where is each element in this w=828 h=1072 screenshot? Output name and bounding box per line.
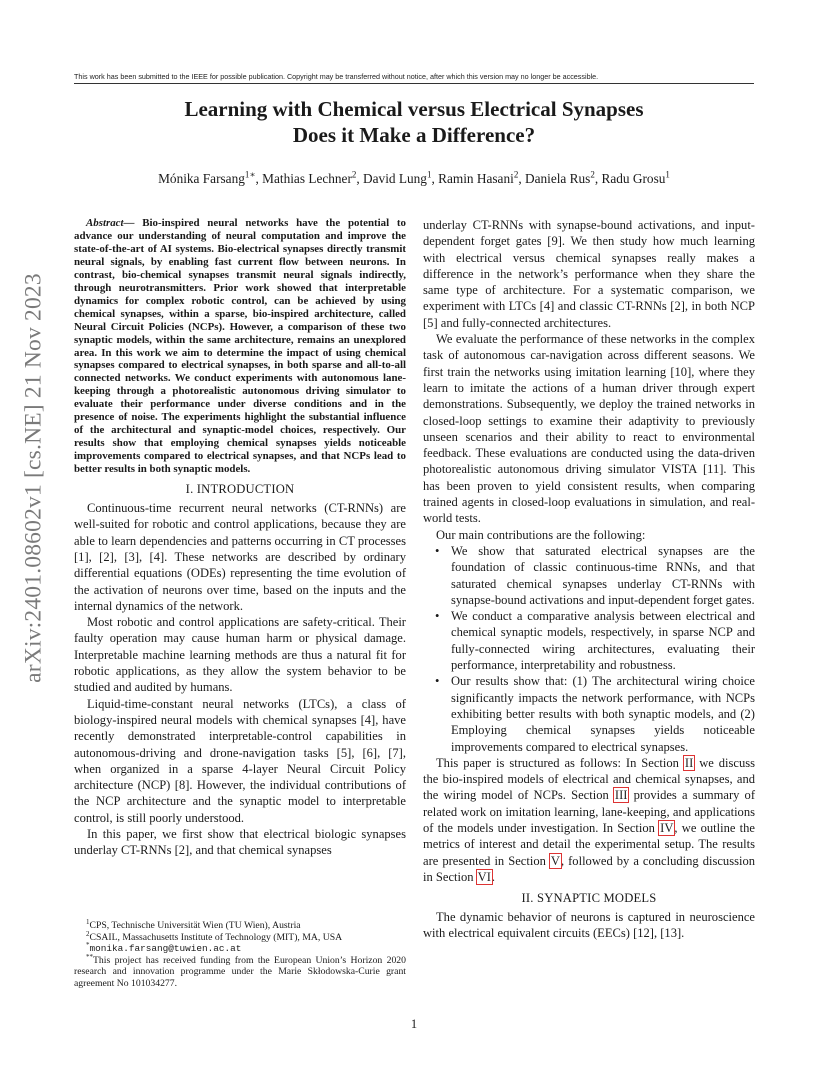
section-link-ii[interactable]: II xyxy=(684,755,694,770)
intro-paragraph: Continuous-time recurrent neural networks (CT-RNNs) are well-suited for robotic and control applications, because they are able to learn dependencies and patterns occurring in CT processes [1], [2], [3], [4]. These networks are described by ordinary differential equations (ODEs) representing the time evolution of the activation of neurons over time, based on the inputs and the internal dynamics of the network. xyxy=(74,501,406,613)
header-rule xyxy=(74,83,754,84)
text-run: , we outline the metrics of interest and detail the experimental setup. The results are presented in Section xyxy=(423,820,755,868)
section-link-iv[interactable]: IV xyxy=(660,820,674,835)
footnote-mark: 2 xyxy=(86,929,90,938)
list-item-text: Our results show that: (1) The architectural wiring choice significantly impacts the network performance, with NCPs exhibiting better results with both synaptic models, and (2) Employing chemical synapses yields noticeable improvements compared to electrical synapses. xyxy=(451,674,755,754)
author-affiliation: 1 xyxy=(426,169,432,180)
author-name: David Lung xyxy=(363,171,427,186)
footnote-text: This project has received funding from the European Union’s Horizon 2020 research and innovation programme under the Marie Skłodowska-Curie grant agreement No 101034277. xyxy=(74,954,406,989)
text-run: provides a summary of related work on imitation learning, lane-keeping, and applications of the models under investigation. In Section xyxy=(423,788,756,835)
arxiv-stamp xyxy=(14,273,54,683)
abstract-dash: — xyxy=(123,217,143,229)
intro-paragraph: Most robotic and control applications are safety-critical. Their faulty operation may cause human harm or physical damage. Interpretable machine learning methods are thus a natural fit for robotic applications, as they allow the system behavior to be studied and audited by humans. xyxy=(74,615,406,695)
intro-paragraph: Liquid-time-constant neural networks (LTCs), a class of biology-inspired neural models with chemical synapses [4], have recently demonstrated interpretable-control capabilities in autonomous-driving and drone-navigation tasks [5], [6], [7], when organized in a sparse 4-layer Neural Circuit Policy architecture (NCP) [8]. However, the individual contributions of the NCP architecture and the synaptic model to interpretable control, is still poorly understood. xyxy=(74,696,406,825)
footnote xyxy=(74,929,406,944)
title-line-2: Does it Make a Difference? xyxy=(292,123,536,147)
footnote-text: CSAIL, Massachusetts Institute of Technology (MIT), MA, USA xyxy=(89,931,343,943)
list-item xyxy=(435,543,755,608)
text-run: , followed by a concluding discussion in Section xyxy=(423,853,755,884)
footnote-text: CPS, Technische Universität Wien (TU Wien), Austria xyxy=(89,920,301,931)
author-name: Mathias Lechner xyxy=(262,171,352,186)
title-line-1: Learning with Chemical versus Electrical Synapses xyxy=(184,97,644,121)
contributions-intro: Our main contributions are the following: xyxy=(436,527,646,542)
abstract-text: Bio-inspired neural networks have the potential to advance our understanding of neural computation and improve the state-of-the-art of AI systems. Bio-electrical synapses directly transmit neural signals, by enabling fast current flow between neurons. In contrast, bio-chemical synapses transmit neural signals indirectly, through neurotransmitters. Prior work showed that interpretable dynamics for complex robotic control, can be achieved by using chemical synapses, within a sparse, bio-inspired architecture, called Neural Circuit Policies (NCPs). However, a comparison of these two synaptic models, within the same architecture, remains an unexplored area. In this work we aim to determine the impact of using chemical synapses compared to electrical synapses, in both sparse and all-to-all connected networks. We conduct experiments with autonomous lane-keeping through a photorealistic autonomous driving simulator to evaluate their performance under diverse conditions and in the presence of noise. The experiments highlight the substantial influence of the architectural and synaptic-model choices, respectively. Our results show that employing chemical synapses yields noticeable improvements compared to electrical synapses, and that NCPs lead to better results in both synaptic models. xyxy=(74,217,406,476)
list-item-text: We show that saturated electrical synapses are the foundation of classic continuous-time RNNs, and that saturated chemical synapses underlay CT-RNNs with synapse-bound activations and input-dependent forget gates. xyxy=(451,543,755,607)
footnote-mark: ** xyxy=(86,952,93,961)
footnote xyxy=(74,952,406,990)
right-column xyxy=(423,217,755,942)
abstract-label: Abstract xyxy=(86,217,124,229)
author-affiliation: 2 xyxy=(513,169,519,180)
arxiv-id-text: arXiv:2401.08602v1 [cs.NE] 21 Nov 2023 xyxy=(20,273,47,683)
page-number: 1 xyxy=(410,1017,418,1031)
list-item xyxy=(435,608,755,673)
paper-title xyxy=(74,96,754,148)
author-list: Mónika Farsang$^{1∗}$, Mathias Lechner$^2$, David Lung$^1$, Ramin Hasani$^2$, Daniela Rus$^2$, Radu Grosu$^1$ xyxy=(158,169,670,186)
author-affiliation: 2 xyxy=(590,169,595,180)
author-affiliation: 1∗ xyxy=(244,169,256,180)
text-run: we discuss the bio-inspired models of electrical and chemical synapses, and the wiring model of NCPs. Section xyxy=(423,755,756,803)
bullet-icon: • xyxy=(435,609,440,624)
author-name: Daniela Rus xyxy=(524,171,591,186)
abstract xyxy=(74,217,406,476)
copyright-notice: This work has been submitted to the IEEE for possible publication. Copyright may be transferred without notice, after which this version may no longer be accessible. xyxy=(74,72,599,81)
author-name: Ramin Hasani xyxy=(438,171,514,186)
bullet-icon: • xyxy=(435,674,440,689)
body-paragraph: underlay CT-RNNs with synapse-bound activations, and input-dependent forget gates [9]. We then study how much learning with electrical versus chemical synapses really makes a difference in the network’s performance when they share the same type of architecture. For a systematic comparison, we experiment with LTCs [4] and classic CT-RNNs [2], in both NCP [5] and fully-connected architectures. xyxy=(423,218,755,330)
text-run: This paper is structured as follows: In Section xyxy=(436,755,684,770)
list-item xyxy=(435,673,755,754)
contributions-list xyxy=(423,543,755,755)
section-heading-introduction: I. INTRODUCTION xyxy=(185,482,295,497)
body-paragraph: We evaluate the performance of these networks in the complex task of autonomous car-navigation across different seasons. We first train the networks using imitation learning [10], where they learn to imitate the actions of a human driver through expert demonstrations. Subsequently, we deploy the trained networks in closed-loop settings to examine their adaptivity to previously unseen scenarios and their ability to react to environmental feedback. These evaluations are conducted using the data-driven photorealistic autonomous driving simulator VISTA [11]. This has been proven to yield consistent results, when comparing trained agents in closed-loop evaluations in simulation, and real-world tests. xyxy=(423,332,755,526)
author-name: Radu Grosu xyxy=(601,171,666,186)
section-heading-synaptic-models: II. SYNAPTIC MODELS xyxy=(521,891,657,906)
structure-paragraph xyxy=(423,755,755,885)
section-link-iii[interactable]: III xyxy=(614,788,628,803)
bullet-icon: • xyxy=(435,543,440,558)
author-name: Mónika Farsang xyxy=(158,171,245,186)
text-run: . xyxy=(491,869,496,884)
intro-paragraph: In this paper, we first show that electrical biologic synapses underlay CT-RNNs [2], and that chemical synapses xyxy=(74,827,406,858)
footnote xyxy=(74,917,406,932)
footnote-mark: * xyxy=(86,940,90,949)
footnote-mark: 1 xyxy=(86,917,90,926)
footnote xyxy=(74,940,406,955)
section-link-v[interactable]: V xyxy=(550,853,560,868)
body-paragraph: The dynamic behavior of neurons is captured in neuroscience with electrical equivalent circuits (EECs) [12], [13]. xyxy=(423,910,755,941)
footnote-email: monika.farsang@tuwien.ac.at xyxy=(89,943,242,955)
section-link-vi[interactable]: VI xyxy=(477,869,491,884)
footnotes xyxy=(74,917,406,990)
list-item-text: We conduct a comparative analysis between electrical and chemical synaptic models, respectively, in sparse NCP and fully-connected wiring architectures, evaluating their performance, interpretability and robustness. xyxy=(451,609,755,673)
author-affiliation: 2 xyxy=(351,169,357,180)
left-column xyxy=(74,217,406,859)
author-affiliation: 1 xyxy=(665,169,670,180)
